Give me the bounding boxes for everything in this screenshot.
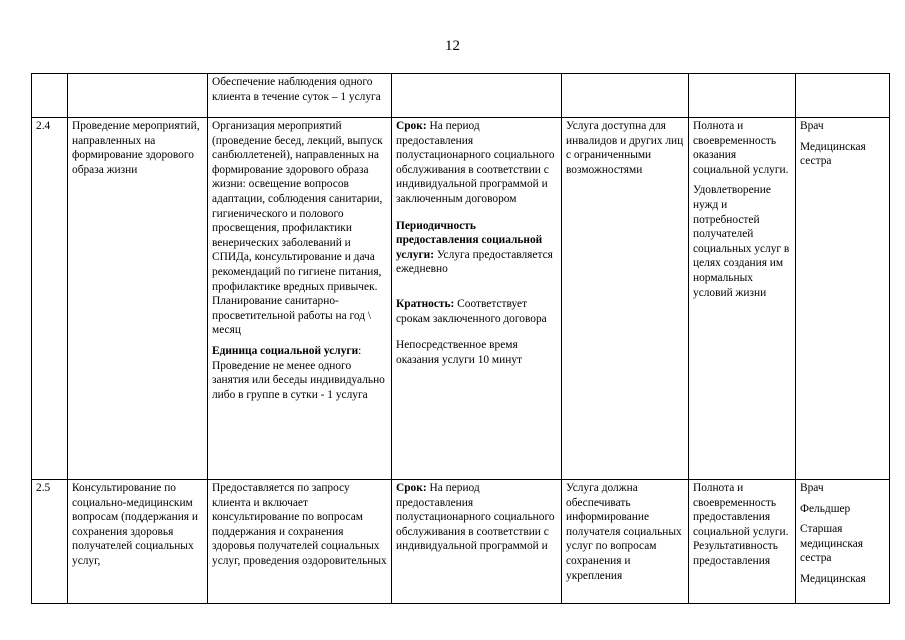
terms-label: Периодичность предоставления социальной услуги: <box>396 219 543 261</box>
cell-quality <box>689 480 796 604</box>
table-row <box>32 74 890 118</box>
terms-paragraph <box>396 219 557 277</box>
staff-item: Врач <box>800 482 824 494</box>
staff-item: Медицинская <box>800 572 866 585</box>
cell-terms <box>392 480 562 604</box>
cell-content <box>208 74 392 118</box>
cell-content <box>208 480 392 604</box>
terms-label: Кратность: <box>396 297 455 310</box>
content-paragraph: Планирование санитарно-просветительной работы на год \ месяц <box>212 295 372 337</box>
staff-item: Фельдшер <box>800 502 851 515</box>
table-row <box>32 480 890 604</box>
terms-text: На период предоставления полустационарного социального обслуживания в соответствии с индивидуальной программой и <box>396 482 555 553</box>
cell-service-name: Консультирование по социально-медицинским вопросам (поддержания и сохранения здоровья получателей социальных услуг, <box>68 480 208 604</box>
content-label: Единица социальной услуги <box>212 344 359 357</box>
cell-number: 2.5 <box>32 480 68 604</box>
cell-quality <box>689 74 796 118</box>
terms-text: На период предоставления полустационарного социального обслуживания в соответствии с индивидуальной программой и заключенным договором <box>396 120 555 205</box>
staff-item: Врач <box>800 120 824 132</box>
terms-paragraph: Непосредственное время оказания услуги 10 минут <box>396 339 523 366</box>
terms-paragraph <box>396 481 557 554</box>
content-paragraph: Организация мероприятий (проведение бесед, лекций, выпуск санбюллетеней), направленных на формирование здорового образа жизни: освещение вопросов адаптации, соблюдения санитарии, гигиенического и полового просвещения, профилактики венерических заболеваний и СПИДа, консультирование и дача рекомендаций по гигиене питания, профилактике вредных привычек. <box>212 120 383 293</box>
cell-staff <box>796 74 890 118</box>
quality-paragraph: Полнота и своевременность оказания социальной услуги. <box>693 120 789 176</box>
terms-label: Срок: <box>396 120 427 132</box>
content-paragraph <box>212 344 387 402</box>
terms-paragraph <box>396 119 557 207</box>
page-number: 12 <box>445 38 460 54</box>
terms-text: Услуга предоставляется ежедневно <box>396 248 553 276</box>
cell-service-name: Проведение мероприятий, направленных на формирование здорового образа жизни <box>68 118 208 480</box>
cell-conditions <box>562 74 689 118</box>
content-paragraph: Предоставляется по запросу клиента и включает консультирование по вопросам поддержания и сохранения здоровья получателей социальных услуг, проведения оздоровительных <box>212 482 387 567</box>
cell-conditions: Услуга доступна для инвалидов и других лиц с ограниченными возможностями <box>562 118 689 480</box>
quality-paragraph: Полнота и своевременность предоставления социальной услуги. Результативность предоставления <box>693 482 789 567</box>
table-row <box>32 118 890 480</box>
cell-content <box>208 118 392 480</box>
cell-quality <box>689 118 796 480</box>
cell-terms <box>392 74 562 118</box>
cell-staff <box>796 118 890 480</box>
cell-number <box>32 74 68 118</box>
quality-paragraph: Удовлетворение нужд и потребностей получателей социальных услуг в целях создания им нормальных условий жизни <box>693 184 790 299</box>
terms-paragraph <box>396 297 557 326</box>
staff-item: Медицинская сестра <box>800 140 866 168</box>
content-paragraph: Обеспечение наблюдения одного клиента в течение суток – 1 услуга <box>212 76 381 103</box>
content-text: : Проведение не менее одного занятия или беседы индивидуально либо в группе в сутки - 1 услуга <box>212 344 385 401</box>
terms-text: Соответствует срокам заключенного договора <box>396 297 547 325</box>
cell-terms <box>392 118 562 480</box>
cell-conditions: Услуга должна обеспечивать информирование получателя социальных услуг по вопросам сохранения и укрепления <box>562 480 689 604</box>
services-table <box>31 73 890 604</box>
cell-staff <box>796 480 890 604</box>
staff-item: Старшая медицинская сестра <box>800 523 864 565</box>
cell-number: 2.4 <box>32 118 68 480</box>
terms-label: Срок: <box>396 482 427 494</box>
cell-service-name <box>68 74 208 118</box>
